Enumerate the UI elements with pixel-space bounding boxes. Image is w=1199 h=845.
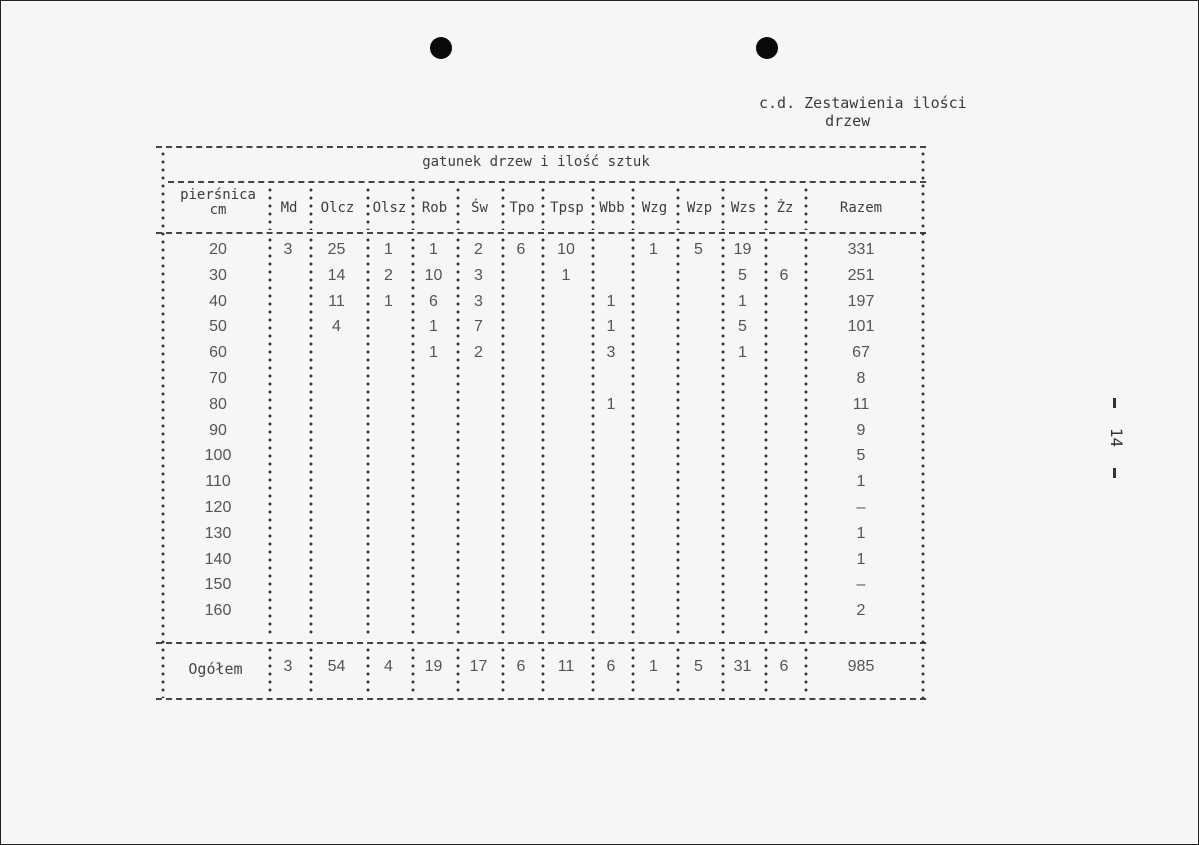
summary-count-cell: 3 xyxy=(283,658,293,675)
column-separator xyxy=(804,186,808,230)
row-total-cell: 9 xyxy=(856,421,866,439)
species-header-5: Tpo xyxy=(509,200,535,216)
row-total-cell: 8 xyxy=(856,370,866,387)
column-separator xyxy=(456,186,460,230)
summary-count-cell: 19 xyxy=(424,658,443,675)
header-rule xyxy=(168,181,926,183)
column-separator xyxy=(541,646,545,696)
column-separator xyxy=(366,236,370,638)
grand-total-cell: 985 xyxy=(847,658,875,675)
dbh-cell: 30 xyxy=(209,266,227,284)
species-header-7: Wbb xyxy=(599,200,625,216)
species-header-3: Rob xyxy=(421,200,448,216)
species-count-cell: 1 xyxy=(429,344,438,362)
dbh-cell: 90 xyxy=(209,421,227,439)
column-separator xyxy=(541,236,545,638)
table-bottom-rule xyxy=(156,698,926,700)
summary-count-cell: 6 xyxy=(606,658,616,675)
column-separator xyxy=(591,186,595,230)
punch-hole-left xyxy=(430,37,452,59)
column-separator xyxy=(366,646,370,696)
body-top-rule xyxy=(156,232,926,234)
species-count-cell: 5 xyxy=(738,266,747,284)
species-header-6: Tpsp xyxy=(550,200,584,216)
page-number-dash-top xyxy=(1113,398,1116,408)
column-separator xyxy=(764,186,768,230)
species-header-0: Md xyxy=(280,200,298,216)
species-count-cell: 10 xyxy=(424,266,443,284)
column-separator xyxy=(411,186,415,230)
dbh-cell: 20 xyxy=(209,241,227,258)
column-separator xyxy=(591,646,595,696)
dbh-cell: 60 xyxy=(209,344,227,362)
species-header-4: Św xyxy=(471,200,488,216)
species-group-header: gatunek drzew i ilość sztuk xyxy=(422,154,650,170)
column-separator xyxy=(804,646,808,696)
species-count-cell: 7 xyxy=(474,318,483,336)
species-count-cell: 1 xyxy=(384,292,393,310)
summary-count-cell: 1 xyxy=(649,658,658,675)
column-separator xyxy=(631,236,635,638)
page-number-text: 14 xyxy=(1107,427,1127,448)
heading-line-1: c.d. Zestawienia ilości xyxy=(759,94,967,112)
species-count-cell: 1 xyxy=(606,292,616,310)
summary-count-cell: 17 xyxy=(469,658,488,675)
species-count-cell: 3 xyxy=(474,266,483,284)
species-count-cell: 6 xyxy=(516,241,526,258)
column-separator xyxy=(411,236,415,638)
column-separator xyxy=(804,236,808,638)
species-count-cell: 3 xyxy=(606,344,616,362)
species-count-cell: 1 xyxy=(429,241,438,258)
column-separator xyxy=(676,186,680,230)
column-separator xyxy=(268,646,272,696)
species-count-cell: 3 xyxy=(474,292,483,310)
dbh-cell: 70 xyxy=(209,370,227,387)
summary-count-cell: 6 xyxy=(779,658,789,675)
species-count-cell: 10 xyxy=(557,241,575,258)
table-top-rule xyxy=(156,146,926,148)
species-count-cell: 6 xyxy=(779,266,789,284)
species-count-cell: 1 xyxy=(649,241,658,258)
species-count-cell: 3 xyxy=(283,241,293,258)
species-count-cell: 14 xyxy=(327,266,346,284)
column-separator xyxy=(268,186,272,230)
column-separator xyxy=(456,646,460,696)
column-separator xyxy=(631,186,635,230)
summary-count-cell: 5 xyxy=(694,658,703,675)
column-separator-outer xyxy=(921,150,925,698)
dbh-header-line-2: cm xyxy=(209,202,227,218)
dbh-cell: 160 xyxy=(204,602,232,620)
column-separator xyxy=(631,646,635,696)
species-count-cell: 1 xyxy=(606,318,616,336)
species-count-cell: 2 xyxy=(474,344,483,362)
dbh-cell: 50 xyxy=(209,318,227,336)
row-total-cell: 331 xyxy=(847,241,875,258)
dbh-cell: 100 xyxy=(204,447,232,465)
tree-count-table xyxy=(156,146,926,706)
dbh-column-header xyxy=(168,188,268,218)
species-count-cell: 6 xyxy=(429,292,438,310)
dbh-cell: 40 xyxy=(209,292,227,310)
dbh-header-line-1: pierśnica xyxy=(180,187,256,203)
column-separator xyxy=(501,186,505,230)
species-count-cell: 2 xyxy=(474,241,483,258)
species-header-9: Wzp xyxy=(686,200,713,216)
row-total-cell: 197 xyxy=(847,292,875,310)
column-separator-outer xyxy=(161,150,165,698)
row-total-cell: 11 xyxy=(852,395,870,413)
total-column-header: Razem xyxy=(839,200,883,216)
summary-count-cell: 11 xyxy=(557,658,575,675)
species-count-cell: 1 xyxy=(561,266,571,284)
column-separator xyxy=(411,646,415,696)
column-separator xyxy=(309,236,313,638)
column-separator xyxy=(721,186,725,230)
column-separator xyxy=(676,646,680,696)
dbh-cell: 140 xyxy=(204,550,232,568)
column-separator xyxy=(309,186,313,230)
column-separator xyxy=(764,236,768,638)
dbh-cell: 130 xyxy=(204,524,232,542)
dbh-cell: 110 xyxy=(205,473,231,491)
column-separator xyxy=(541,186,545,230)
column-separator xyxy=(501,236,505,638)
column-separator xyxy=(456,236,460,638)
species-count-cell: 1 xyxy=(384,241,393,258)
species-count-cell: 1 xyxy=(606,395,616,413)
summary-count-cell: 6 xyxy=(516,658,526,675)
summary-count-cell: 54 xyxy=(327,658,346,675)
species-count-cell: 1 xyxy=(738,344,747,362)
summary-label: Ogółem xyxy=(188,660,243,678)
row-total-cell: 251 xyxy=(847,266,875,284)
species-header-2: Olsz xyxy=(372,200,407,216)
species-count-cell: 11 xyxy=(328,292,345,310)
species-header-1: Olcz xyxy=(320,200,355,216)
column-separator xyxy=(591,236,595,638)
species-header-10: Wzs xyxy=(730,200,757,216)
species-header-11: Żz xyxy=(776,200,794,216)
row-total-cell: 67 xyxy=(852,344,870,362)
summary-count-cell: 31 xyxy=(733,658,752,675)
dbh-cell: 150 xyxy=(204,576,232,594)
heading-line-2: drzew xyxy=(825,112,871,130)
species-count-cell: 5 xyxy=(694,241,703,258)
row-total-cell: 101 xyxy=(847,318,875,336)
dbh-cell: 80 xyxy=(209,395,227,413)
species-count-cell: 2 xyxy=(384,266,393,284)
row-total-cell: 5 xyxy=(856,447,866,465)
column-separator xyxy=(268,236,272,638)
page-number-dash-bottom xyxy=(1113,468,1116,478)
row-total-cell: 1 xyxy=(856,550,866,568)
species-count-cell: 5 xyxy=(738,318,747,336)
page-heading xyxy=(759,94,967,130)
row-total-cell: – xyxy=(856,499,866,516)
column-separator xyxy=(764,646,768,696)
summary-top-rule xyxy=(156,642,926,644)
dbh-cell: 120 xyxy=(204,499,232,516)
species-header-8: Wzg xyxy=(641,200,668,216)
species-count-cell: 19 xyxy=(733,241,752,258)
column-separator xyxy=(721,236,725,638)
row-total-cell: 1 xyxy=(856,473,866,491)
column-separator xyxy=(721,646,725,696)
column-separator xyxy=(366,186,370,230)
page-number xyxy=(1103,396,1127,486)
column-separator xyxy=(676,236,680,638)
species-count-cell: 25 xyxy=(327,241,346,258)
row-total-cell: 2 xyxy=(856,602,866,620)
row-total-cell: 1 xyxy=(856,524,866,542)
species-count-cell: 4 xyxy=(332,318,341,336)
column-separator xyxy=(501,646,505,696)
species-count-cell: 1 xyxy=(429,318,438,336)
column-separator xyxy=(309,646,313,696)
punch-hole-right xyxy=(756,37,778,59)
summary-count-cell: 4 xyxy=(384,658,393,675)
species-count-cell: 1 xyxy=(738,292,747,310)
row-total-cell: – xyxy=(856,576,866,594)
